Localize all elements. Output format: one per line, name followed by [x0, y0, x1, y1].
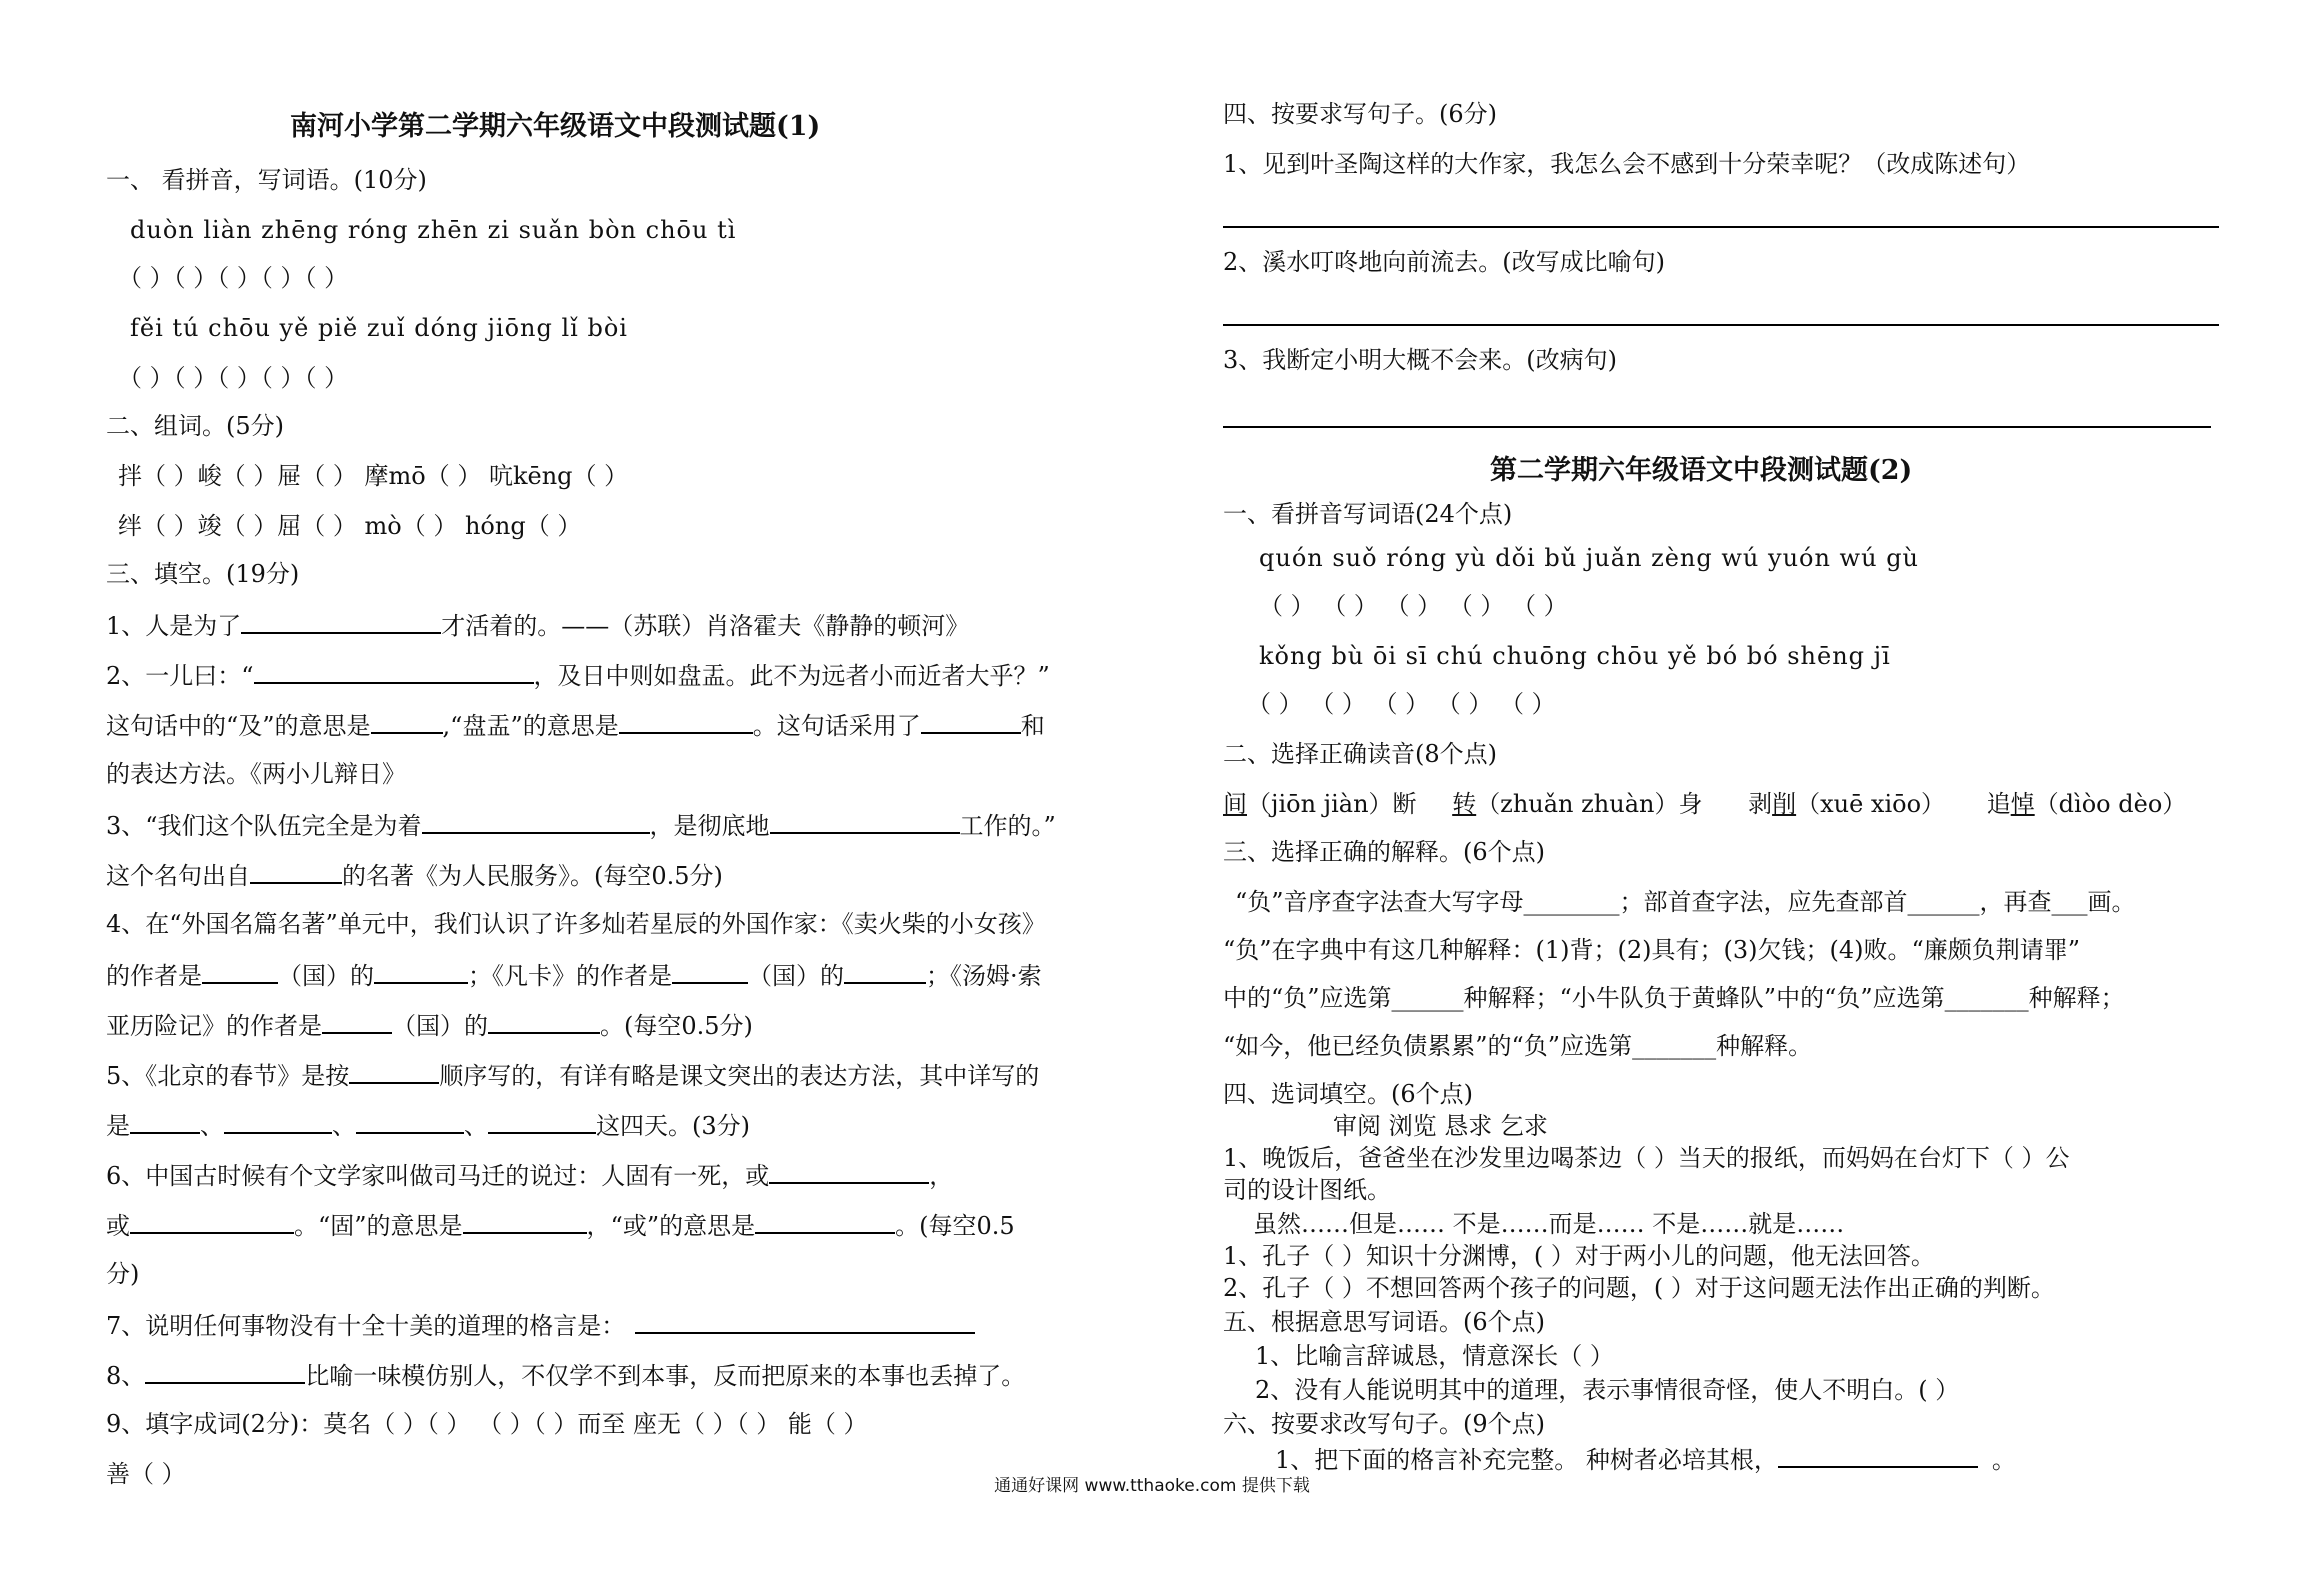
rewrite-question-1: 1、见到叶圣陶这样的大作家，我怎么会不感到十分荣幸呢？（改成陈述句） — [1223, 150, 2031, 178]
question-3-5-line-1: 5、《北京的春节》是按 顺序写的，有详有略是课文突出的表达方法，其中详写的 — [106, 1058, 1039, 1092]
pronunciation-choices: 间（jiōn jiàn）断 转（zhuǎn zhuàn）身 剥削（xuē xiōo） 追悼（dìòo dèo） — [1223, 790, 2187, 818]
part-5-heading: 五、根据意思写词语。(6个点) — [1223, 1308, 1545, 1336]
rewrite-question-2: 2、溪水叮咚地向前流去。(改写成比喻句) — [1223, 248, 1665, 276]
question-3-6-line-1: 6、中国古时候有个文学家叫做司马迁的说过：人固有一死，或 ， — [106, 1158, 953, 1192]
part-3-line-3: 中的“负”应选第______种解释；“小牛队负于黄蜂队”中的“负”应选第_______种解释； — [1223, 984, 2125, 1012]
fill-question-3: 2、孔子（ ）不想回答两个孩子的问题，( ）对于这问题无法作出正确的判断。 — [1223, 1274, 2055, 1302]
blank[interactable] — [356, 1108, 464, 1134]
blank[interactable] — [619, 708, 753, 734]
pinyin-row-2: fěi tú chōu yě piě zuǐ dóng jiōng lǐ bòi — [130, 314, 628, 342]
blank[interactable] — [241, 608, 441, 634]
fill-question-2: 1、孔子（ ）知识十分渊博，( ）对于两小儿的问题，他无法回答。 — [1223, 1242, 1935, 1270]
blank[interactable] — [349, 1058, 439, 1084]
proverb-question: 1、把下面的格言补充完整。 种树者必培其根， 。 — [1275, 1442, 2016, 1476]
blank[interactable] — [488, 1108, 596, 1134]
blank[interactable] — [374, 958, 468, 984]
blank[interactable] — [672, 958, 748, 984]
question-3-4-line-1: 4、在“外国名篇名著”单元中，我们认识了许多灿若星辰的外国作家：《卖火柴的小女孩》 — [106, 910, 1046, 938]
answer-paren-row-2: （ ）（ ）（ ）（ ）（ ） — [118, 364, 349, 392]
blank[interactable] — [224, 1108, 332, 1134]
question-3-5-line-2: 是 、 、 、 这四天。(3分) — [106, 1108, 750, 1142]
page-title-2: 第二学期六年级语文中段测试题(2) — [1490, 455, 1913, 486]
footer-credit: 通通好课网 www.tthaoke.com 提供下载 — [994, 1476, 1310, 1496]
conjunction-choices: 虽然……但是…… 不是……而是…… 不是……就是…… — [1253, 1210, 1845, 1238]
blank[interactable] — [254, 658, 534, 684]
question-3-9-line-2: 善（ ） — [106, 1460, 186, 1488]
pinyin-row-1: duòn liàn zhēng róng zhēn zi suǎn bòn chōu tì — [130, 216, 737, 244]
question-3-3-line-1: 3、“我们这个队伍完全是为着 ，是彻底地 工作的。” — [106, 808, 1056, 842]
section-2-heading: 二、组词。(5分) — [106, 412, 284, 440]
question-3-1: 1、人是为了 才活着的。——（苏联）肖洛霍夫《静静的顿河》 — [106, 608, 969, 642]
answer-paren-row-2: （ ） （ ） （ ） （ ） （ ） — [1247, 690, 1556, 718]
part-3-heading: 三、选择正确的解释。(6个点) — [1223, 838, 1545, 866]
blank[interactable] — [202, 958, 278, 984]
section-1-heading: 一、 看拼音，写词语。(10分) — [106, 166, 427, 194]
blank[interactable] — [250, 858, 342, 884]
part-3-line-1: “负”音序查字法查大写字母________；部首查字法，应先查部首______，再查___画。 — [1235, 888, 2136, 916]
word-choices: 审阅 浏览 恳求 乞求 — [1333, 1112, 1548, 1140]
page-title: 南河小学第二学期六年级语文中段测试题(1) — [290, 111, 821, 142]
blank[interactable] — [145, 1358, 305, 1384]
question-3-6-line-2: 或 。“固”的意思是 ，“或”的意思是 。(每空0.5 — [106, 1208, 1015, 1242]
rewrite-question-3: 3、我断定小明大概不会来。(改病句) — [1223, 346, 1617, 374]
question-3-4-line-2: 的作者是 （国）的 ；《凡卡》的作者是 （国）的 ；《汤姆·索 — [106, 958, 1042, 992]
blank[interactable] — [130, 1208, 294, 1234]
word-group-row-2: 绊（ ）竣（ ）屈（ ） mò（ ） hóng（ ） — [118, 512, 582, 540]
part-6-heading: 六、按要求改写句子。(9个点) — [1223, 1410, 1545, 1438]
blank[interactable] — [463, 1208, 587, 1234]
question-3-6-line-3: 分) — [106, 1260, 140, 1288]
answer-line[interactable] — [1223, 324, 2219, 326]
blank[interactable] — [371, 708, 443, 734]
question-3-7: 7、说明任何事物没有十全十美的道理的格言是： — [106, 1308, 975, 1342]
part-1-heading: 一、看拼音写词语(24个点) — [1223, 500, 1513, 528]
fill-question-1-line-1: 1、晚饭后，爸爸坐在沙发里边喝茶边（ ）当天的报纸，而妈妈在台灯下（ ）公 — [1223, 1144, 2070, 1172]
question-3-4-line-3: 亚历险记》的作者是 （国）的 。(每空0.5分) — [106, 1008, 753, 1042]
part-4-heading: 四、选词填空。(6个点) — [1223, 1080, 1473, 1108]
answer-paren-row-1: （ ）（ ）（ ）（ ）（ ） — [118, 264, 349, 292]
answer-paren-row-1: （ ） （ ） （ ） （ ） （ ） — [1259, 592, 1568, 620]
meaning-question-2: 2、没有人能说明其中的道理，表示事情很奇怪，使人不明白。( ） — [1255, 1376, 1960, 1404]
pinyin-row-1: quón suǒ róng yù dǒi bǔ juǎn zèng wú yuón wú gù — [1259, 544, 1920, 572]
meaning-question-1: 1、比喻言辞诚恳，情意深长（ ） — [1255, 1342, 1614, 1370]
blank[interactable] — [635, 1308, 975, 1334]
blank[interactable] — [488, 1008, 600, 1034]
blank[interactable] — [322, 1008, 392, 1034]
question-3-8: 8、 比喻一味模仿别人，不仅学不到本事，反而把原来的本事也丢掉了。 — [106, 1358, 1025, 1392]
part-3-line-2: “负”在字典中有这几种解释：(1)背；(2)具有；(3)欠钱；(4)败。“廉颇负荆请罪” — [1223, 936, 2081, 964]
blank[interactable] — [921, 708, 1021, 734]
blank[interactable] — [1778, 1442, 1978, 1468]
question-3-9-line-1: 9、填字成词(2分)：莫名（ ）（ ） （ ）（ ）而至 座无（ ）（ ） 能（ ） — [106, 1410, 868, 1438]
part-3-line-4: “如今，他已经负债累累”的“负”应选第_______种解释。 — [1223, 1032, 1813, 1060]
fill-question-1-line-2: 司的设计图纸。 — [1223, 1176, 1391, 1204]
blank[interactable] — [769, 1158, 929, 1184]
part-2-heading: 二、选择正确读音(8个点) — [1223, 740, 1497, 768]
pinyin-row-2: kǒng bù ōi sī chú chuōng chōu yě bó bó shēng jī — [1259, 642, 1891, 670]
section-3-heading: 三、填空。(19分) — [106, 560, 300, 588]
question-3-2-line-2: 这句话中的“及”的意思是 ,“盘盂”的意思是 。这句话采用了 和 — [106, 708, 1045, 742]
question-3-2-line-3: 的表达方法。《两小儿辩日》 — [106, 760, 406, 788]
answer-line[interactable] — [1223, 426, 2211, 428]
question-3-3-line-2: 这个名句出自 的名著《为人民服务》。(每空0.5分) — [106, 858, 723, 892]
blank[interactable] — [844, 958, 926, 984]
section-4-heading: 四、按要求写句子。(6分) — [1223, 100, 1497, 128]
blank[interactable] — [422, 808, 650, 834]
word-group-row-1: 拌（ ）峻（ ）屉（ ） 摩mō（ ） 吭kēng（ ） — [118, 462, 629, 490]
question-3-2-line-1: 2、一儿曰：“ ，及日中则如盘盂。此不为远者小而近者大乎？” — [106, 658, 1050, 692]
answer-line[interactable] — [1223, 226, 2219, 228]
blank[interactable] — [770, 808, 960, 834]
blank[interactable] — [755, 1208, 895, 1234]
blank[interactable] — [130, 1108, 200, 1134]
